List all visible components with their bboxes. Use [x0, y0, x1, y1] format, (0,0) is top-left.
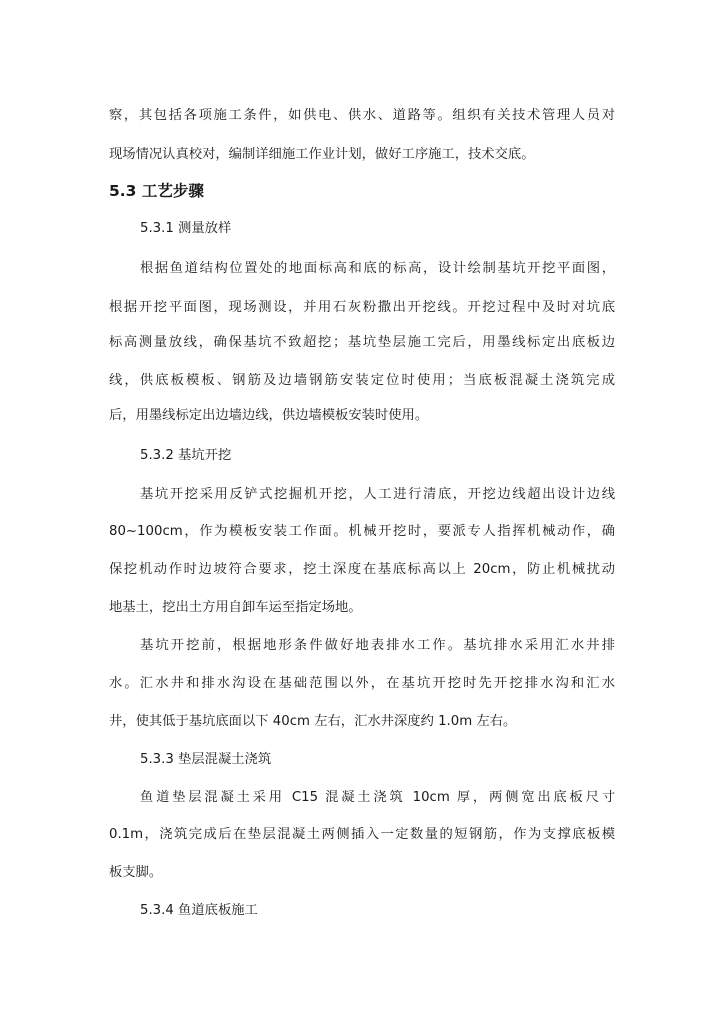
subsection-title: 5.3.4 鱼道底板施工	[140, 903, 258, 918]
text-line: 察，其包括各项施工条件，如供电、供水、道路等。组织有关技术管理人员对	[109, 108, 615, 123]
text-line: 80~100cm，作为模板安装工作面。机械开挖时，要派专人指挥机械动作，确	[109, 524, 615, 539]
text-line: 水。汇水井和排水沟设在基础范围以外，在基坑开挖时先开挖排水沟和汇水	[109, 676, 615, 691]
text-line: 基坑开挖前，根据地形条件做好地表排水工作。基坑排水采用汇水井排	[140, 638, 615, 653]
text-line: 线，供底板模板、钢筋及边墙钢筋安装定位时使用；当底板混凝土浇筑完成	[109, 373, 615, 388]
text-line: 保挖机动作时边坡符合要求，挖土深度在基底标高以上 20cm，防止机械扰动	[109, 562, 615, 577]
section-heading: 5.3 工艺步骤	[109, 182, 204, 200]
text-line: 标高测量放线，确保基坑不致超挖；基坑垫层施工完后，用墨线标定出底板边	[109, 335, 615, 350]
text-line: 现场情况认真校对，编制详细施工作业计划，做好工序施工，技术交底。	[109, 147, 535, 162]
text-line: 根据鱼道结构位置处的地面标高和底的标高，设计绘制基坑开挖平面图，	[140, 261, 615, 276]
text-line: 板支脚。	[109, 865, 163, 880]
text-line: 地基土，挖出土方用自卸车运至指定场地。	[109, 600, 362, 615]
text-line: 井，使其低于基坑底面以下 40cm 左右，汇水井深度约 1.0m 左右。	[109, 714, 517, 729]
subsection-title: 5.3.1 测量放样	[140, 221, 232, 236]
subsection-title: 5.3.2 基坑开挖	[140, 448, 232, 463]
text-line: 鱼道垫层混凝土采用 C15 混凝土浇筑 10cm 厚，两侧宽出底板尺寸	[140, 790, 615, 805]
text-line: 基坑开挖采用反铲式挖掘机开挖，人工进行清底，开挖边线超出设计边线	[140, 487, 615, 502]
subsection-title: 5.3.3 垫层混凝土浇筑	[140, 752, 272, 767]
text-line: 根据开挖平面图，现场测设，并用石灰粉撒出开挖线。开挖过程中及时对坑底	[109, 300, 615, 315]
text-line: 后，用墨线标定出边墙边线，供边墙模板安装时使用。	[109, 408, 429, 423]
text-line: 0.1m，浇筑完成后在垫层混凝土两侧插入一定数量的短钢筋，作为支撑底板模	[109, 827, 615, 842]
